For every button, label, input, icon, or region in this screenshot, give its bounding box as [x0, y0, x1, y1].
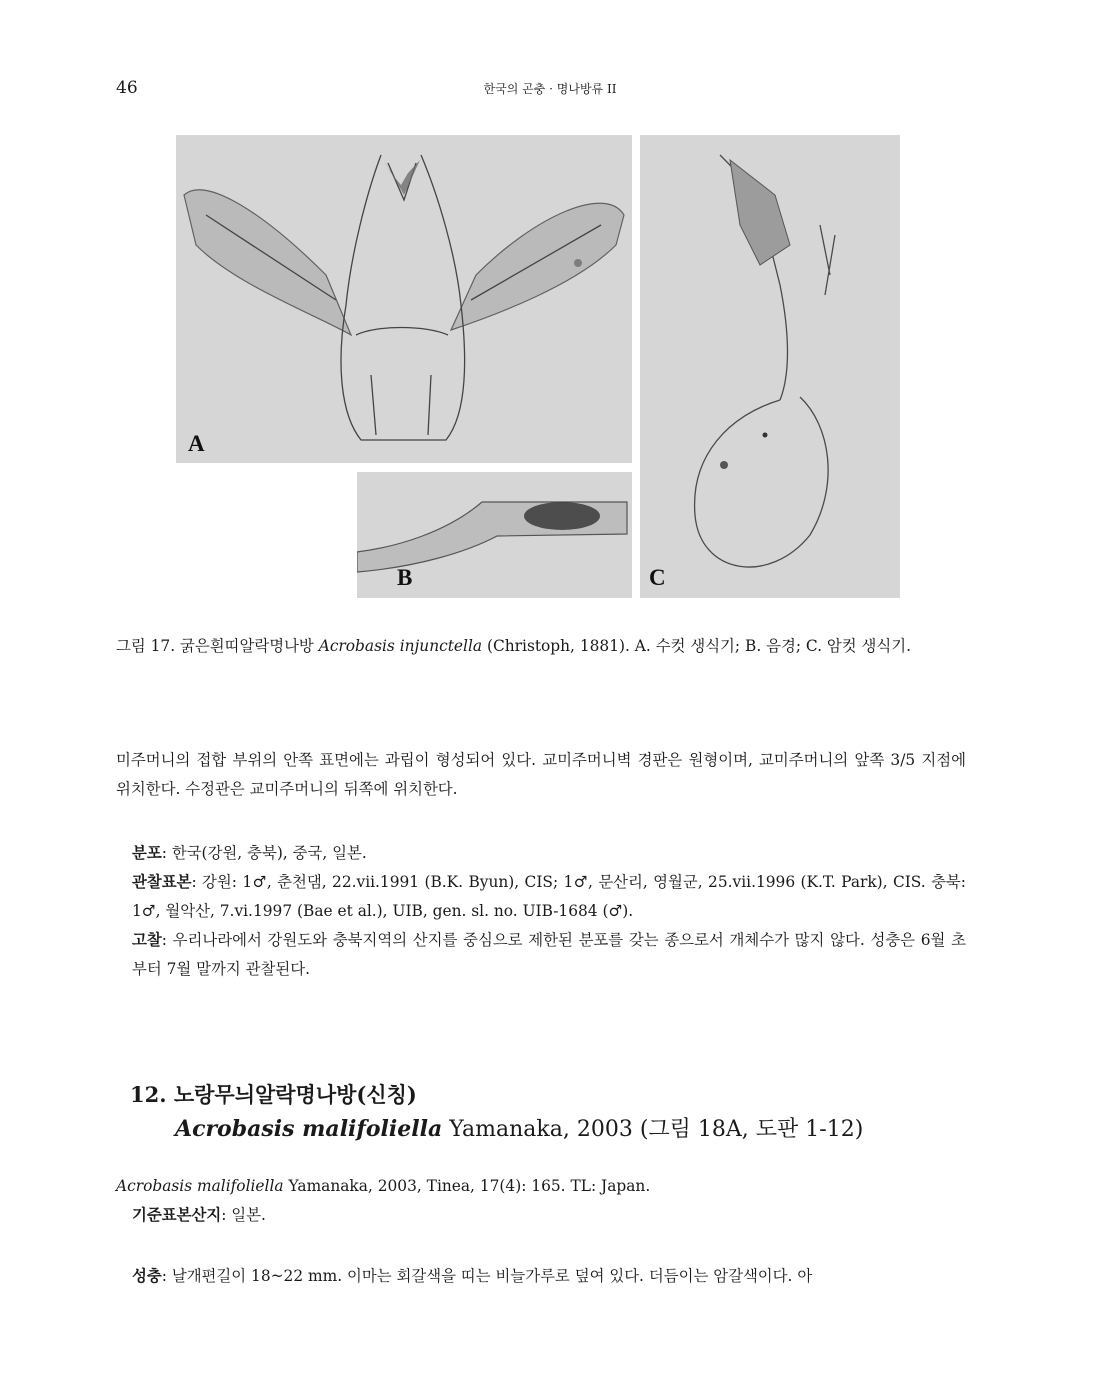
plate-label-b: B — [397, 565, 413, 590]
adult-label: 성충 — [132, 1267, 162, 1285]
caption-suffix: (Christoph, 1881). A. 수컷 생식기; B. 음경; C. 암컷 생식기. — [482, 637, 912, 655]
type-locality-line — [116, 1201, 976, 1230]
remarks-text: : 우리나라에서 강원도와 충북지역의 산지를 중심으로 제한된 분포를 갖는 종으로서 개체수가 많지 않다. 성충은 6월 초부터 7월 말까지 관찰된다. — [132, 931, 966, 978]
section-subtitle — [130, 1112, 863, 1147]
section-author-reference: Yamanaka, 2003 (그림 18A, 도판 1-12) — [442, 1117, 864, 1142]
specimens-text: : 강원: 1♂, 춘천댐, 22.vii.1991 (B.K. Byun), CIS; 1♂, 문산리, 영월군, 25.vii.1996 (K.T. Park), CIS. 충북: 1♂, 월악산, 7.vi.1997 (Bae et al.), UIB, gen. sl. no. UIB-1684 (♂). — [132, 873, 966, 920]
citation-line — [116, 1172, 976, 1201]
paragraph-genitalia-description: 미주머니의 접합 부위의 안쪽 표면에는 과립이 형성되어 있다. 교미주머니벽 경판은 원형이며, 교미주머니의 앞쪽 3/5 지점에 위치한다. 수정관은 교미주머니의 뒤쪽에 위치한다. — [116, 751, 966, 798]
caption-species: Acrobasis injunctella — [318, 637, 483, 655]
distribution-label: 분포 — [132, 844, 162, 862]
citation-species: Acrobasis malifoliella — [116, 1177, 284, 1195]
female-genitalia-illustration — [640, 135, 900, 598]
figure-caption — [116, 632, 966, 661]
figure-plate-c-female-genitalia — [640, 135, 900, 598]
specimens-line — [116, 868, 966, 926]
running-header: 한국의 곤충 · 명나방류 II — [483, 82, 617, 96]
type-locality-label: 기준표본산지 — [132, 1206, 222, 1224]
distribution-line — [116, 839, 966, 868]
specimens-label: 관찰표본 — [132, 873, 192, 891]
species-section-heading — [130, 1078, 863, 1147]
page-number: 46 — [116, 78, 138, 98]
figure-plate-a-male-genitalia — [176, 135, 632, 463]
remarks-line — [116, 926, 966, 984]
type-locality-text: : 일본. — [221, 1206, 266, 1224]
paragraph-distribution-block — [116, 839, 966, 984]
section-scientific-name: Acrobasis malifoliella — [175, 1116, 443, 1142]
citation-text: Yamanaka, 2003, Tinea, 17(4): 165. TL: Japan. — [283, 1177, 651, 1195]
reference-block — [116, 1172, 976, 1230]
plate-label-a: A — [188, 431, 205, 456]
section-title: 12. 노랑무늬알락명나방(신칭) — [130, 1082, 417, 1107]
adult-description — [116, 1262, 982, 1291]
adult-text: : 날개편길이 18~22 mm. 이마는 회갈색을 띠는 비늘가루로 덮여 있다. 더듬이는 암갈색이다. 아 — [161, 1267, 813, 1285]
remarks-label: 고찰 — [132, 931, 162, 949]
distribution-text: : 한국(강원, 충북), 중국, 일본. — [161, 844, 367, 862]
plate-label-c: C — [649, 565, 666, 590]
caption-prefix: 그림 17. 굵은흰띠알락명나방 — [116, 637, 319, 655]
male-genitalia-illustration — [176, 135, 632, 463]
figure-plate-b-aedeagus — [357, 472, 632, 598]
